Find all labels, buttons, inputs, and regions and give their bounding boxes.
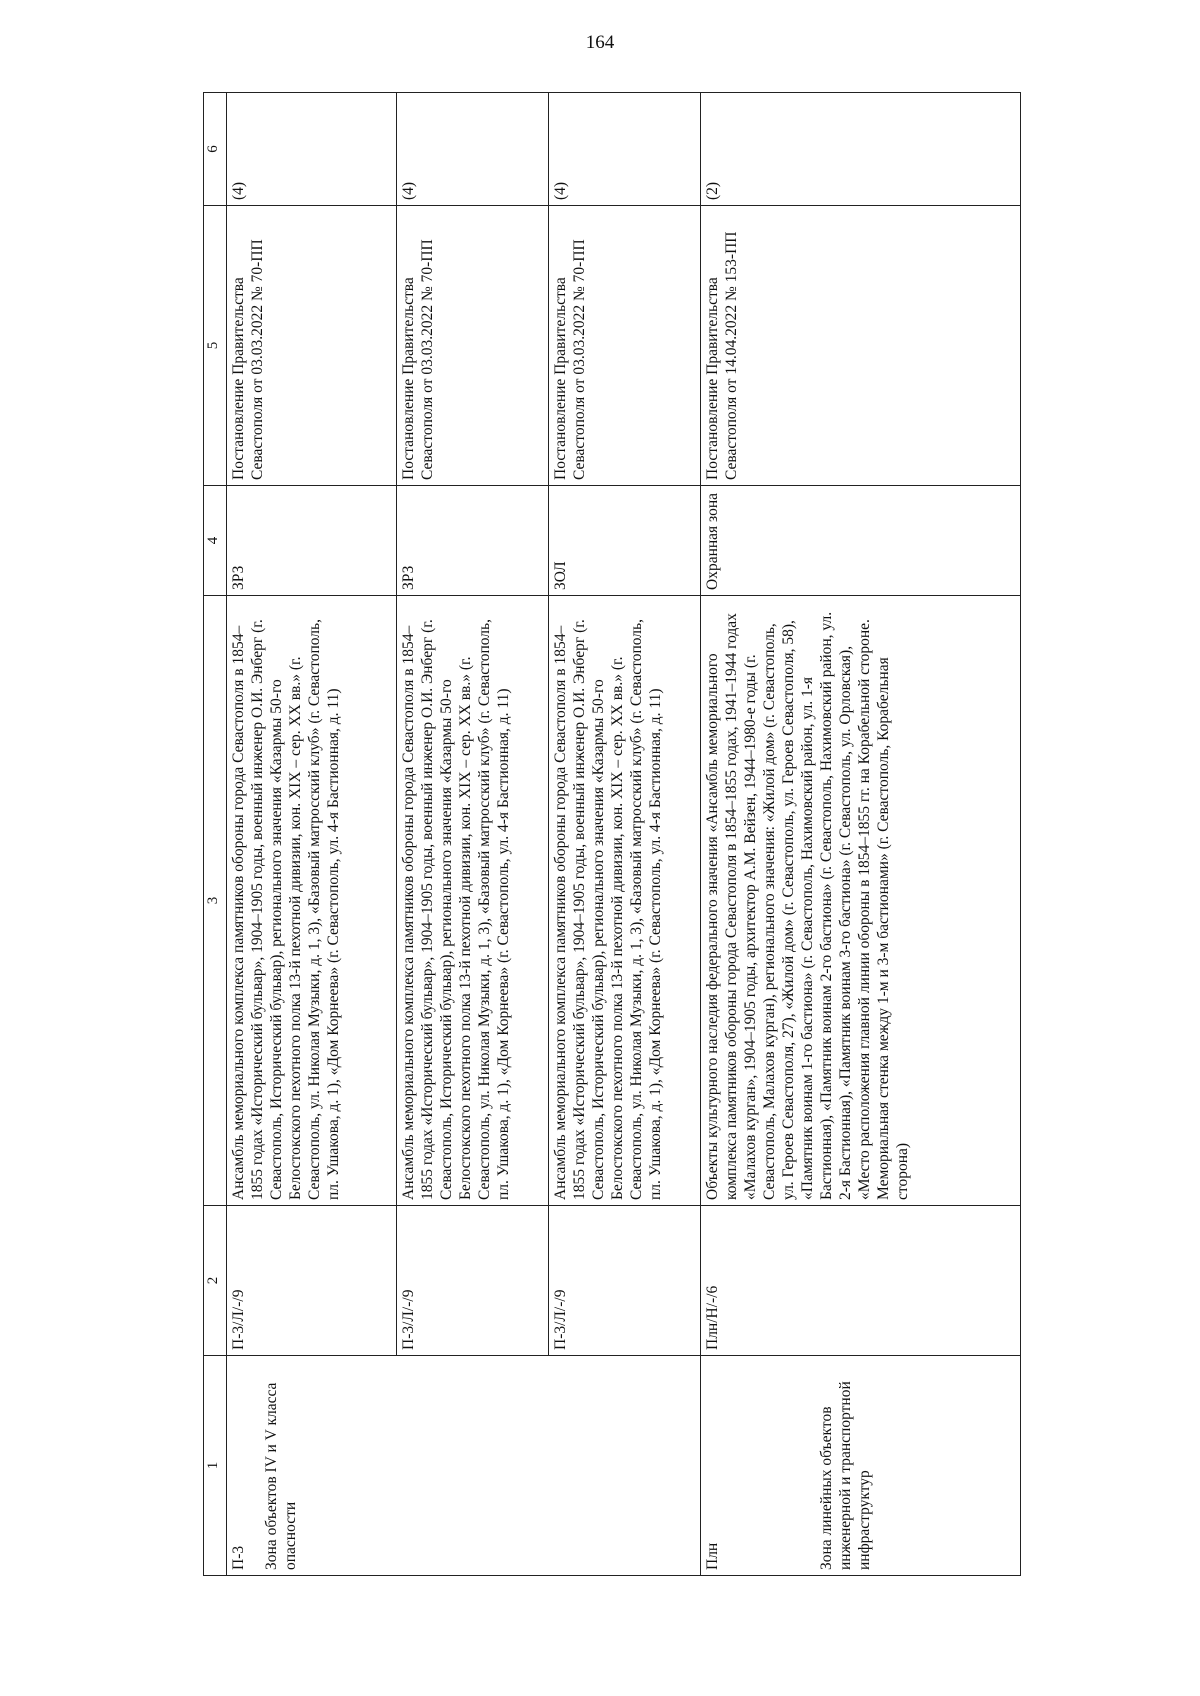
note-ref: (4)	[549, 93, 701, 206]
zone-type: ЗОЛ	[549, 486, 701, 596]
note-ref: (2)	[701, 93, 1021, 206]
zone-cell	[701, 1356, 1021, 1576]
col-header-4: 4	[204, 486, 227, 596]
note-ref: (4)	[397, 93, 549, 206]
subzone-code: П-3/Л/-/9	[227, 1206, 397, 1356]
regulation-document: Постановление Правительства Севастополя от 03.03.2022 № 70-ПП	[227, 206, 397, 486]
subzone-code: Плн/Н/-/6	[701, 1206, 1021, 1356]
regulation-document: Постановление Правительства Севастополя от 03.03.2022 № 70-ПП	[397, 206, 549, 486]
col-header-6: 6	[204, 93, 227, 206]
zone-type: ЗРЗ	[397, 486, 549, 596]
zone-type: Охранная зона	[701, 486, 1021, 596]
note-ref: (4)	[227, 93, 397, 206]
table-wrapper	[203, 93, 1021, 1576]
header-row	[204, 93, 227, 1576]
col-header-2: 2	[204, 1206, 227, 1356]
col-header-3: 3	[204, 596, 227, 1206]
regulation-document: Постановление Правительства Севастополя от 03.03.2022 № 70-ПП	[549, 206, 701, 486]
col-header-1: 1	[204, 1356, 227, 1576]
subzone-code: П-3/Л/-/9	[397, 1206, 549, 1356]
zone-code: П-3	[230, 1545, 247, 1570]
table-row	[549, 93, 701, 1576]
heritage-object-text: Ансамбль мемориального комплекса памятников обороны города Севастополя в 1854–1855 годах «Исторический бульвар», 1904–1905 годы, военный инженер О.И. Энберг (г. Севастополь, Исторический бульвар), регионального значения «Казармы 50-го Белостокского пехотного полка 13-й пехотной дивизии, кон. XIX – сер. XX вв.» (г. Севастополь, ул. Николая Музыки, д. 1, 3), «Базовый матросский клуб» (г. Севастополь, пл. Ушакова, д. 1), «Дом Корнеева» (г. Севастополь, ул. 4-я Бастионная, д. 11)	[549, 596, 701, 1206]
zone-cell	[227, 1356, 701, 1576]
zone-code: Плн	[704, 1542, 721, 1570]
subzone-code: П-3/Л/-/9	[549, 1206, 701, 1356]
heritage-object-text: Ансамбль мемориального комплекса памятников обороны города Севастополя в 1854–1855 годах «Исторический бульвар», 1904–1905 годы, военный инженер О.И. Энберг (г. Севастополь, Исторический бульвар), регионального значения «Казармы 50-го Белостокского пехотного полка 13-й пехотной дивизии, кон. XIX – сер. XX вв.» (г. Севастополь, ул. Николая Музыки, д. 1, 3), «Базовый матросский клуб» (г. Севастополь, пл. Ушакова, д. 1), «Дом Корнеева» (г. Севастополь, ул. 4-я Бастионная, д. 11)	[227, 596, 397, 1206]
heritage-object-text: Объекты культурного наследия федерального значения «Ансамбль мемориального комплекса памятников обороны города Севастополя в 1854–1855 годах, 1941–1944 годах «Малахов курган», 1904–1905 годы, архитектор А.М. Вейзен, 1944–1980-е годы (г. Севастополь, Малахов курган), регионального значения: «Жилой дом» (г. Севастополь, ул. Героев Севастополя, 27), «Жилой дом» (г. Севастополь, ул. Героев Севастополя, 58), «Памятник воинам 1-го бастиона» (г. Севастополь, Нахимовский район, ул. 1-я Бастионная), «Памятник воинам 2-го бастиона» (г. Севастополь, Нахимовский район, ул. 2-я Бастионная), «Памятник воинам 3-го бастиона» (г. Севастополь, ул. Орловская), «Место расположения главной линии обороны в 1854–1855 гг. на Корабельной стороне. Мемориальная стенка между 1-м и 3-м бастионами» (г. Севастополь, Корабельная сторона)	[701, 596, 1021, 1206]
regulation-document: Постановление Правительства Севастополя от 14.04.2022 № 153-ПП	[701, 206, 1021, 486]
table-row	[397, 93, 549, 1576]
zone-type: ЗРЗ	[227, 486, 397, 596]
page-number: 164	[585, 32, 615, 53]
zone-name: Зона линейных объектов инженерной и транспортной инфраструктур	[818, 1381, 873, 1570]
table-row	[701, 93, 1021, 1576]
zone-name: Зона объектов IV и V класса опасности	[263, 1382, 299, 1570]
col-header-5: 5	[204, 206, 227, 486]
heritage-object-text: Ансамбль мемориального комплекса памятников обороны города Севастополя в 1854–1855 годах «Исторический бульвар», 1904–1905 годы, военный инженер О.И. Энберг (г. Севастополь, Исторический бульвар), регионального значения «Казармы 50-го Белостокского пехотного полка 13-й пехотной дивизии, кон. XIX – сер. XX вв.» (г. Севастополь, ул. Николая Музыки, д. 1, 3), «Базовый матросский клуб» (г. Севастополь, пл. Ушакова, д. 1), «Дом Корнеева» (г. Севастополь, ул. 4-я Бастионная, д. 11)	[397, 596, 549, 1206]
regulations-table	[203, 92, 1021, 1576]
table-row	[227, 93, 397, 1576]
